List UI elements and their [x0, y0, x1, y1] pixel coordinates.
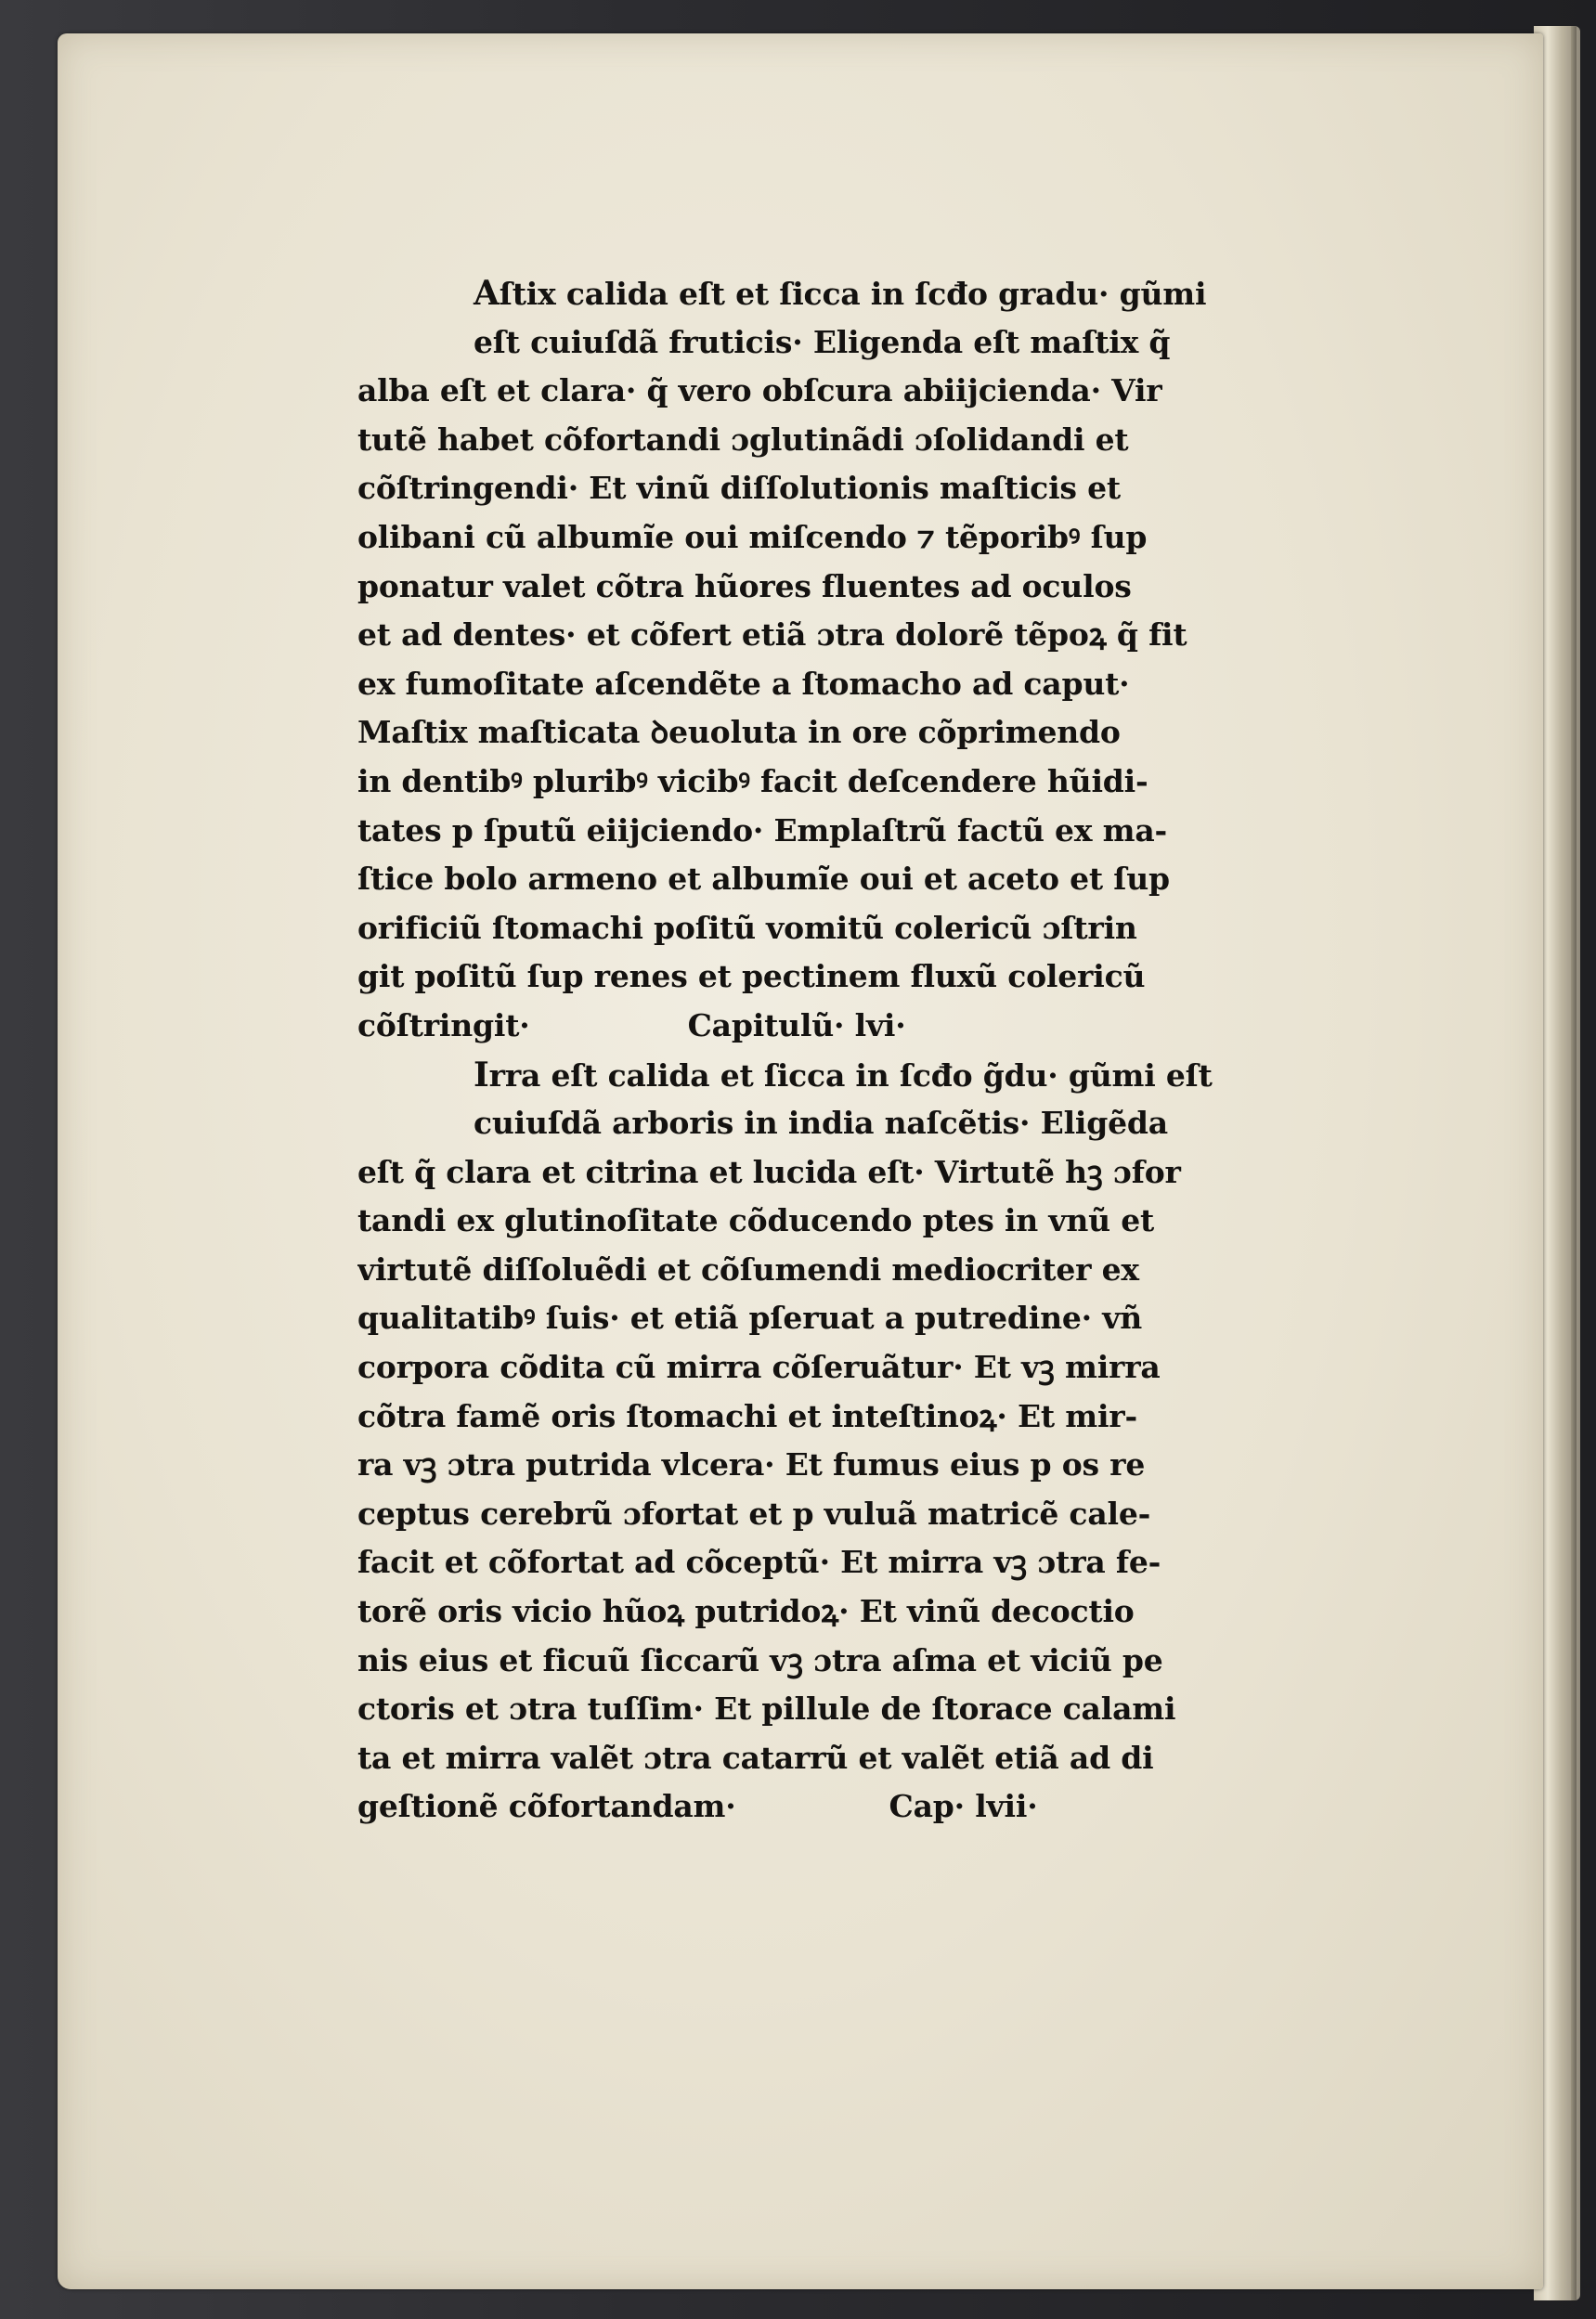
- line-27: facit et cõfortat ad cõceptũ· Et mirra vꝫ ɔtra fe-: [357, 1544, 1161, 1581]
- line-7: ponatur valet cõtra hũores fluentes ad oculos: [357, 567, 1132, 604]
- line-11: in dentibꝰ pluribꝰ vicibꝰ facit deſcendere hũidi-: [357, 762, 1148, 799]
- line-18: cuiuſdã arboris in india naſcẽtis· Eligẽda: [474, 1105, 1168, 1142]
- line-2: eſt cuiuſdã fruticis· Eligenda eſt maſtix q̃: [474, 323, 1171, 360]
- line-31: ta et mirra valẽt ɔtra catarrũ et valẽt etiã ad di: [357, 1739, 1154, 1776]
- line-15: git poſitũ ſup renes et pectinem fluxũ colericũ: [357, 958, 1146, 995]
- line-4: tutẽ habet cõfortandi ɔglutinãdi ɔſolidandi et: [357, 421, 1129, 458]
- line-1: [357, 269, 1342, 318]
- line-26: ceptus cerebrũ ɔfortat et p vuluã matricẽ cale-: [357, 1495, 1151, 1532]
- text-block: [357, 269, 1342, 1832]
- initial-letter: I: [474, 1055, 489, 1095]
- line-12: tates p ſputũ eiĳciendo· Emplaſtrũ factũ ex ma-: [357, 811, 1167, 849]
- line-22: qualitatibꝰ ſuis· et etiã pſeruat a putredine· vñ: [357, 1300, 1143, 1337]
- line-29: nis eius et ficuũ ſiccarũ vꝫ ɔtra aſma et viciũ pe: [357, 1641, 1163, 1678]
- line-28: torẽ oris vicio hũoꝝ putridoꝝ· Et vinũ decoctio: [357, 1593, 1135, 1630]
- chapter-heading: Capitulũ· lvi·: [687, 1006, 906, 1043]
- line-text: rra eſt calida et ſicca in ſcđo g̃du· gũmi eſt: [488, 1056, 1213, 1094]
- initial-letter: A: [474, 274, 500, 313]
- chapter-heading: Cap· lvii·: [889, 1788, 1038, 1825]
- line-8: et ad dentes· et cõfert etiã ɔtra dolorẽ tẽpoꝝ q̃ fit: [357, 616, 1187, 654]
- last-line: geſtionẽ cõfortandam·: [357, 1788, 736, 1825]
- line-16: [357, 1002, 1342, 1051]
- last-line: cõſtringit·: [357, 1006, 530, 1043]
- line-24: cõtra famẽ oris ſtomachi et inteſtinoꝝ· Et mir-: [357, 1397, 1137, 1434]
- line-5: cõſtringendi· Et vinũ diſſolutionis maſticis et: [357, 470, 1121, 507]
- line-9: ex fumoſitate aſcendẽte a ſtomacho ad caput·: [357, 665, 1130, 702]
- line-21: virtutẽ diſſoluẽdi et cõſumendi mediocriter ex: [357, 1250, 1139, 1288]
- line-23: corpora cõdita cũ mirra cõſeruãtur· Et vꝫ mirra: [357, 1349, 1161, 1386]
- line-3: alba eſt et clara· q̃ vero obſcura abiĳcienda· Vir: [357, 372, 1162, 409]
- line-13: ſtice bolo armeno et albumĩe oui et aceto et ſup: [357, 861, 1170, 898]
- line-10: Maſtix maſticata ꝺeuoluta in ore cõprimendo: [357, 714, 1121, 751]
- line-17: [357, 1051, 1342, 1100]
- line-19: eſt q̃ clara et citrina et lucida eſt· Virtutẽ hꝫ ɔfor: [357, 1153, 1181, 1190]
- line-25: ra vꝫ ɔtra putrida vlcera· Et fumus eius p os re: [357, 1446, 1146, 1483]
- line-32: [357, 1782, 1342, 1832]
- line-6: olibani cũ albumĩe oui miſcendo ⁊ tẽporibꝰ ſup: [357, 518, 1148, 555]
- line-20: tandi ex glutinoſitate cõducendo ptes in vnũ et: [357, 1202, 1155, 1239]
- line-14: orificiũ ſtomachi poſitũ vomitũ colericũ ɔſtrin: [357, 909, 1137, 946]
- line-30: ctoris et ɔtra tuſſim· Et pillule de ſtorace calami: [357, 1691, 1176, 1728]
- line-text: ſtix calida eſt et ſicca in ſcđo gradu· gũmi: [499, 276, 1207, 312]
